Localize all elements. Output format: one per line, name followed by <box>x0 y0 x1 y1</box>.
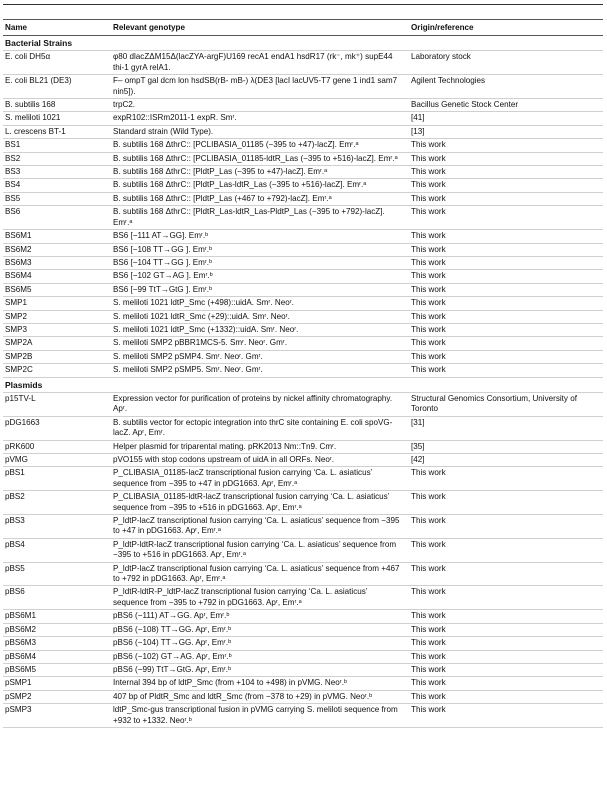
cell-name: SMP3 <box>3 323 111 336</box>
header-name: Name <box>3 20 111 36</box>
table-row <box>3 586 603 610</box>
cell-genotype: S. meliloti 1021 ldtP_Smc (+1332)::uidA. Smʳ. Neoʳ. <box>111 323 409 336</box>
cell-name: BS4 <box>3 179 111 192</box>
table-row <box>3 440 603 453</box>
cell-origin: Laboratory stock <box>409 51 603 75</box>
cell-genotype: pBS6 (−111) AT→GG. Apʳ, Emʳ.ᵇ <box>111 610 409 623</box>
cell-origin: This work <box>409 230 603 243</box>
cell-origin: This work <box>409 192 603 205</box>
cell-name: S. meliloti 1021 <box>3 112 111 125</box>
cell-origin: This work <box>409 139 603 152</box>
cell-name: pSMP3 <box>3 704 111 728</box>
cell-name: pBS6M4 <box>3 650 111 663</box>
table-row <box>3 243 603 256</box>
table-frame <box>3 4 603 728</box>
cell-genotype: B. subtilis vector for ectopic integration into thrC site containing E. coli spoVG-lacZ. Apʳ, Emʳ. <box>111 416 409 440</box>
table-row <box>3 297 603 310</box>
cell-origin: Structural Genomics Consortium, University of Toronto <box>409 392 603 416</box>
cell-genotype: B. subtilis 168 ΔthrC:: [PldtP_Las-ldtR_Las (−395 to +516)-lacZ]. Emʳ.ᵃ <box>111 179 409 192</box>
cell-name: pBS6M1 <box>3 610 111 623</box>
cell-genotype: BS6 [−111 AT→GG]. Emʳ.ᵇ <box>111 230 409 243</box>
section-header <box>3 36 603 51</box>
cell-name: BS2 <box>3 152 111 165</box>
table-top-rule <box>3 4 603 19</box>
cell-origin: This work <box>409 256 603 269</box>
header-origin: Origin/reference <box>409 20 603 36</box>
cell-origin: This work <box>409 690 603 703</box>
cell-name: BS6M3 <box>3 256 111 269</box>
cell-name: SMP2C <box>3 364 111 377</box>
cell-name: pVMG <box>3 454 111 467</box>
cell-origin: [35] <box>409 440 603 453</box>
cell-name: BS6M1 <box>3 230 111 243</box>
table-row <box>3 454 603 467</box>
header-genotype: Relevant genotype <box>111 20 409 36</box>
cell-genotype: B. subtilis 168 ΔthrC:: [PldtP_Las (+467 to +792)-lacZ]. Emʳ.ᵃ <box>111 192 409 205</box>
cell-origin: [13] <box>409 125 603 138</box>
table-row <box>3 192 603 205</box>
cell-genotype: S. meliloti SMP2 pSMP5. Smʳ. Neoʳ. Gmʳ. <box>111 364 409 377</box>
cell-name: pSMP1 <box>3 677 111 690</box>
table-row <box>3 270 603 283</box>
table-row <box>3 610 603 623</box>
cell-genotype: BS6 [−99 TtT→GtG ]. Emʳ.ᵇ <box>111 283 409 296</box>
cell-genotype: pBS6 (−108) TT→GG. Apʳ, Emʳ.ᵇ <box>111 623 409 636</box>
cell-origin: This work <box>409 704 603 728</box>
cell-name: pBS2 <box>3 491 111 515</box>
table-row <box>3 690 603 703</box>
cell-genotype: P_ldtP-lacZ transcriptional fusion carrying ‘Ca. L. asiaticus’ sequence from +467 to +792 in pDG1663. Apʳ, Emʳ.ᵃ <box>111 562 409 586</box>
table-row <box>3 392 603 416</box>
cell-name: p15TV-L <box>3 392 111 416</box>
table-row <box>3 256 603 269</box>
cell-genotype: pBS6 (−99) TtT→GtG. Apʳ, Emʳ.ᵇ <box>111 663 409 676</box>
cell-genotype: B. subtilis 168 ΔthrC:: [PCLIBASIA_01185-ldtR_Las (−395 to +516)-lacZ]. Emʳ.ᵃ <box>111 152 409 165</box>
section-header <box>3 377 603 392</box>
table-row <box>3 704 603 728</box>
cell-genotype: S. meliloti SMP2 pSMP4. Smʳ. Neoʳ. Gmʳ. <box>111 350 409 363</box>
cell-genotype: B. subtilis 168 ΔthrC:: [PCLIBASIA_01185 (−395 to +47)-lacZ]. Emʳ.ᵃ <box>111 139 409 152</box>
cell-genotype: BS6 [−104 TT→GG ]. Emʳ.ᵇ <box>111 256 409 269</box>
table-row <box>3 125 603 138</box>
cell-origin: This work <box>409 166 603 179</box>
cell-name: SMP2 <box>3 310 111 323</box>
table-row <box>3 538 603 562</box>
cell-genotype: P_ldtR-ldtR-P_ldtP-lacZ transcriptional fusion carrying ‘Ca. L. asiaticus’ sequence from −395 to +792 in pDG1663. Apʳ, Emʳ.ᵃ <box>111 586 409 610</box>
cell-origin: This work <box>409 491 603 515</box>
cell-genotype: Standard strain (Wild Type). <box>111 125 409 138</box>
cell-origin: This work <box>409 323 603 336</box>
cell-origin: This work <box>409 637 603 650</box>
cell-name: pBS6M3 <box>3 637 111 650</box>
cell-name: pBS5 <box>3 562 111 586</box>
cell-genotype: S. meliloti SMP2 pBBR1MCS-5. Smʳ. Neoʳ. Gmʳ. <box>111 337 409 350</box>
table-row <box>3 677 603 690</box>
cell-name: SMP1 <box>3 297 111 310</box>
cell-genotype: P_CLIBASIA_01185-ldtR-lacZ transcriptional fusion carrying ‘Ca. L. asiaticus’ sequence from −395 to +516 in pDG1663. Apʳ, Emʳ.ᵃ <box>111 491 409 515</box>
cell-origin: This work <box>409 297 603 310</box>
cell-origin: This work <box>409 562 603 586</box>
cell-origin: Agilent Technologies <box>409 75 603 99</box>
table-row <box>3 179 603 192</box>
section-title: Bacterial Strains <box>3 36 603 51</box>
cell-genotype: P_ldtP-lacZ transcriptional fusion carrying ‘Ca. L. asiaticus’ sequence from −395 to +47 in pDG1663. Apʳ, Emʳ.ᵃ <box>111 515 409 539</box>
cell-genotype: trpC2. <box>111 99 409 112</box>
cell-name: pBS6M5 <box>3 663 111 676</box>
cell-genotype: Internal 394 bp of ldtP_Smc (from +104 to +498) in pVMG. Neoʳ.ᵇ <box>111 677 409 690</box>
cell-genotype: pVO155 with stop codons upstream of uidA in all ORFs. Neoʳ. <box>111 454 409 467</box>
cell-origin: This work <box>409 206 603 230</box>
cell-origin: This work <box>409 538 603 562</box>
cell-origin: Bacillus Genetic Stock Center <box>409 99 603 112</box>
cell-origin: This work <box>409 515 603 539</box>
table-row <box>3 350 603 363</box>
table-row <box>3 99 603 112</box>
cell-name: BS3 <box>3 166 111 179</box>
cell-origin: This work <box>409 663 603 676</box>
cell-name: BS6M2 <box>3 243 111 256</box>
cell-name: SMP2B <box>3 350 111 363</box>
cell-genotype: P_ldtP-ldtR-lacZ transcriptional fusion carrying ‘Ca. L. asiaticus’ sequence from −395 to +516 in pDG1663. Apʳ, Emʳ.ᵃ <box>111 538 409 562</box>
cell-name: BS1 <box>3 139 111 152</box>
table-row <box>3 152 603 165</box>
cell-origin: This work <box>409 152 603 165</box>
cell-name: pBS6M2 <box>3 623 111 636</box>
table-row <box>3 491 603 515</box>
cell-name: pBS1 <box>3 467 111 491</box>
cell-genotype: B. subtilis 168 ΔthrC:: [PldtP_Las (−395 to +47)-lacZ]. Emʳ.ᵃ <box>111 166 409 179</box>
cell-origin: This work <box>409 350 603 363</box>
table-row <box>3 650 603 663</box>
cell-origin: This work <box>409 677 603 690</box>
table-row <box>3 230 603 243</box>
cell-genotype: S. meliloti 1021 ldtR_Smc (+29)::uidA. Smʳ. Neoʳ. <box>111 310 409 323</box>
cell-name: pBS6 <box>3 586 111 610</box>
cell-genotype: pBS6 (−104) TT→GG. Apʳ, Emʳ.ᵇ <box>111 637 409 650</box>
cell-name: B. subtilis 168 <box>3 99 111 112</box>
cell-origin: This work <box>409 467 603 491</box>
cell-name: pSMP2 <box>3 690 111 703</box>
cell-name: pDG1663 <box>3 416 111 440</box>
table-row <box>3 139 603 152</box>
cell-genotype: φ80 dlacZΔM15Δ(lacZYA-argF)U169 recA1 endA1 hsdR17 (rk⁻, mk⁺) supE44 thi-1 gyrA relA1. <box>111 51 409 75</box>
table-row <box>3 310 603 323</box>
cell-name: E. coli BL21 (DE3) <box>3 75 111 99</box>
table-row <box>3 337 603 350</box>
cell-name: L. crescens BT-1 <box>3 125 111 138</box>
cell-origin: This work <box>409 586 603 610</box>
table-body <box>3 36 603 728</box>
cell-genotype: 407 bp of PldtR_Smc and ldtR_Smc (from −378 to +29) in pVMG. Neoʳ.ᵇ <box>111 690 409 703</box>
table-row <box>3 166 603 179</box>
cell-origin: This work <box>409 623 603 636</box>
cell-genotype: S. meliloti 1021 ldtP_Smc (+498)::uidA. Smʳ. Neoʳ. <box>111 297 409 310</box>
cell-origin: [41] <box>409 112 603 125</box>
cell-origin: This work <box>409 243 603 256</box>
section-title: Plasmids <box>3 377 603 392</box>
table-row <box>3 364 603 377</box>
table-row <box>3 515 603 539</box>
table-row <box>3 206 603 230</box>
table-row <box>3 416 603 440</box>
cell-name: pBS3 <box>3 515 111 539</box>
cell-origin: This work <box>409 179 603 192</box>
table-row <box>3 75 603 99</box>
cell-genotype: pBS6 (−102) GT→AG. Apʳ, Emʳ.ᵇ <box>111 650 409 663</box>
table-row <box>3 467 603 491</box>
cell-genotype: expR102::ISRm2011-1 expR. Smʳ. <box>111 112 409 125</box>
cell-name: BS6M4 <box>3 270 111 283</box>
cell-name: BS6 <box>3 206 111 230</box>
cell-origin: This work <box>409 364 603 377</box>
cell-name: SMP2A <box>3 337 111 350</box>
cell-name: pRK600 <box>3 440 111 453</box>
cell-name: BS5 <box>3 192 111 205</box>
cell-genotype: P_CLIBASIA_01185-lacZ transcriptional fusion carrying ‘Ca. L. asiaticus’ sequence from −395 to +47 in pDG1663. Apʳ, Emʳ.ᵃ <box>111 467 409 491</box>
cell-origin: This work <box>409 610 603 623</box>
cell-genotype: BS6 [−108 TT→GG ]. Emʳ.ᵇ <box>111 243 409 256</box>
cell-origin: This work <box>409 310 603 323</box>
cell-name: BS6M5 <box>3 283 111 296</box>
cell-name: pBS4 <box>3 538 111 562</box>
table-row <box>3 112 603 125</box>
table-row <box>3 283 603 296</box>
table-row <box>3 623 603 636</box>
table-row <box>3 562 603 586</box>
table-row <box>3 637 603 650</box>
cell-genotype: F– ompT gal dcm lon hsdSB(rB- mB-) λ(DE3 [lacI lacUV5-T7 gene 1 ind1 sam7 nin5]). <box>111 75 409 99</box>
cell-genotype: BS6 [−102 GT→AG ]. Emʳ.ᵇ <box>111 270 409 283</box>
cell-origin: This work <box>409 283 603 296</box>
cell-genotype: ldtP_Smc-gus transcriptional fusion in pVMG carrying S. meliloti sequence from +932 to +1332. Neoʳ.ᵇ <box>111 704 409 728</box>
cell-origin: This work <box>409 337 603 350</box>
cell-origin: [31] <box>409 416 603 440</box>
cell-origin: [42] <box>409 454 603 467</box>
table-row <box>3 663 603 676</box>
header-row <box>3 20 603 36</box>
table-row <box>3 323 603 336</box>
cell-origin: This work <box>409 270 603 283</box>
cell-name: E. coli DH5α <box>3 51 111 75</box>
cell-origin: This work <box>409 650 603 663</box>
table-row <box>3 51 603 75</box>
cell-genotype: Helper plasmid for triparental mating. pRK2013 Nm::Tn9. Cmʳ. <box>111 440 409 453</box>
strains-plasmids-table <box>3 19 603 728</box>
cell-genotype: Expression vector for purification of proteins by nickel affinity chromatography. Apʳ. <box>111 392 409 416</box>
cell-genotype: B. subtilis 168 ΔthrC:: [PldtR_Las-ldtR_Las-PldtP_Las (−395 to +792)-lacZ]. Emʳ.ᵃ <box>111 206 409 230</box>
